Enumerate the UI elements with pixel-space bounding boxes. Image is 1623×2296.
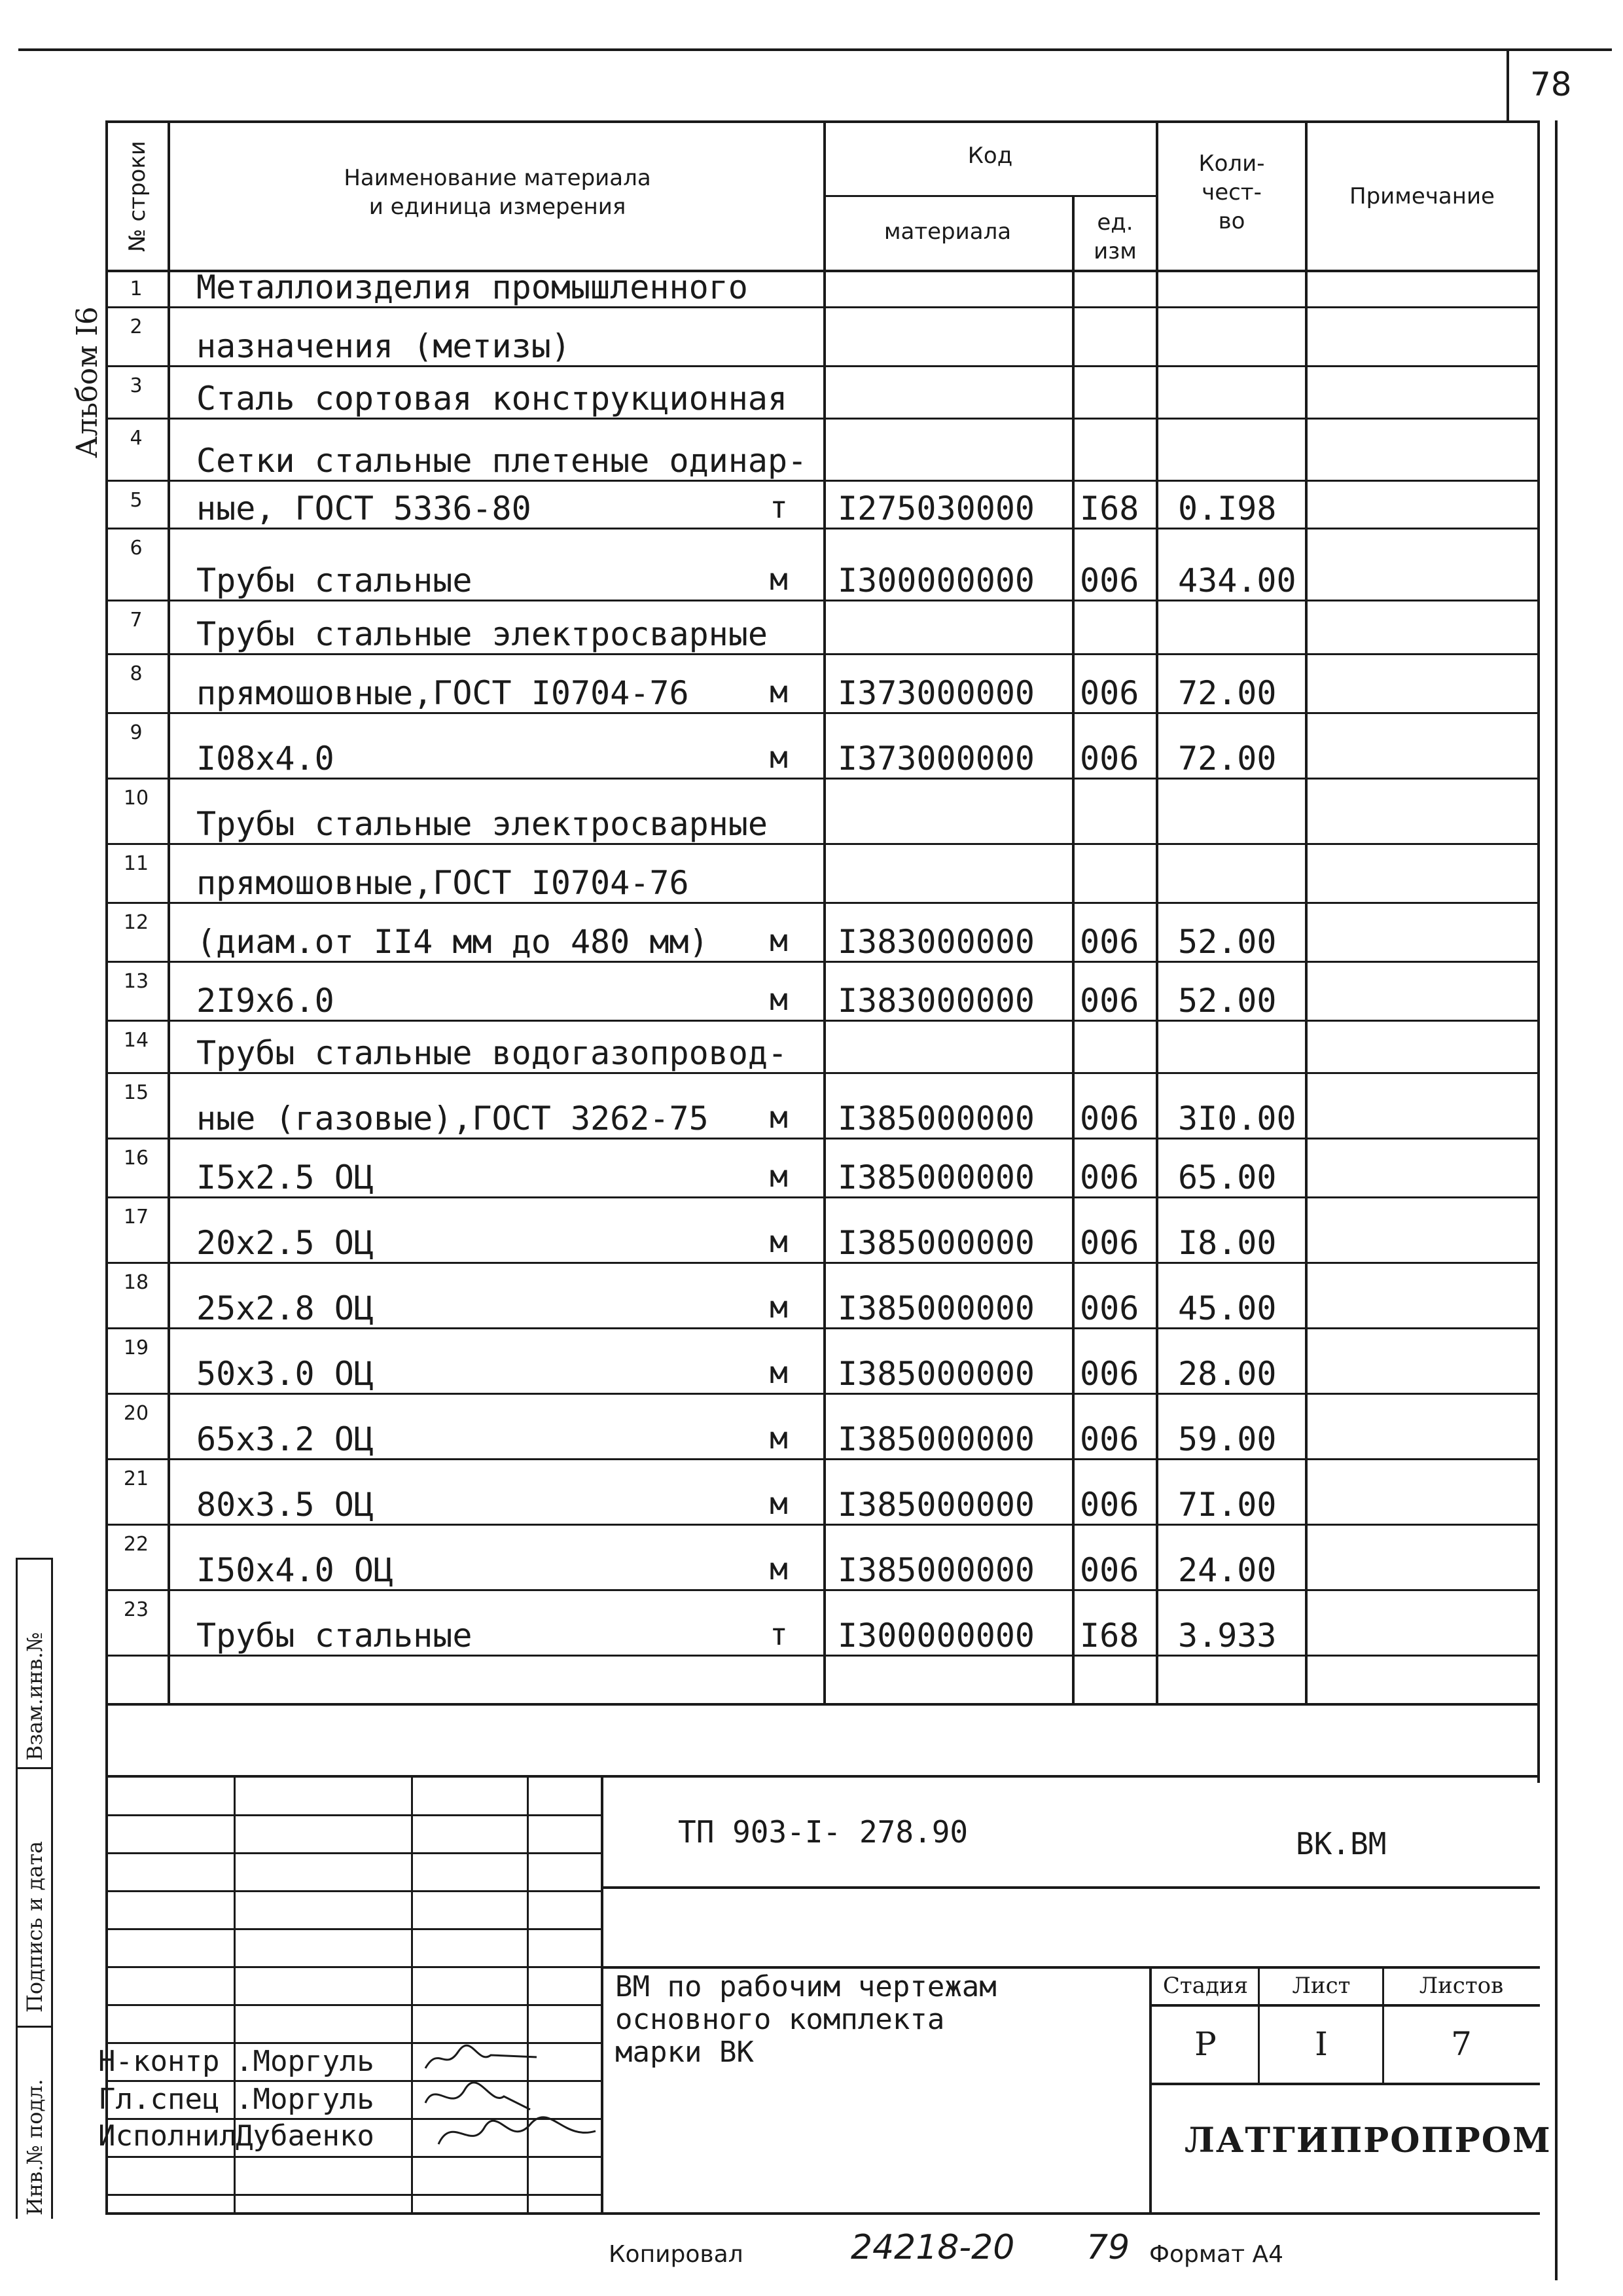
row-number: 10 xyxy=(123,787,149,810)
row-name: 2I9x6.0 xyxy=(196,982,334,1020)
footer-sheet-number: 79 xyxy=(1086,2228,1130,2267)
row-number: 20 xyxy=(123,1402,149,1425)
signature-2 xyxy=(419,2077,543,2116)
table-row xyxy=(0,713,1623,779)
row-unit-code: 006 xyxy=(1080,674,1139,712)
row-name: Сетки стальные плетеные одинар- xyxy=(196,442,808,480)
row-name: прямошовные,ГОСТ I0704-76 xyxy=(196,674,689,712)
row-code: I385000000 xyxy=(838,1355,1035,1393)
row-code: I300000000 xyxy=(838,1617,1035,1655)
row-number: 6 xyxy=(130,537,143,560)
stage-label: Стадия xyxy=(1162,1973,1249,1999)
row-name: 25x2.8 ОЦ xyxy=(196,1289,374,1327)
row-name: прямошовные,ГОСТ I0704-76 xyxy=(196,864,689,902)
row-name: Металлоизделия промышленного xyxy=(196,268,748,306)
table-row xyxy=(0,779,1623,844)
header-code-unit: ед. изм xyxy=(1094,209,1137,265)
footer-format: Формат А4 xyxy=(1149,2241,1284,2268)
row-number: 2 xyxy=(130,315,143,338)
row-quantity: I8.00 xyxy=(1178,1224,1277,1262)
row-number: 5 xyxy=(130,489,143,512)
row-unit-code: I68 xyxy=(1080,490,1139,528)
row-unit-code: 006 xyxy=(1080,1486,1139,1524)
rows-bottom-rule xyxy=(105,1703,1540,1706)
row-quantity: 434.00 xyxy=(1178,562,1296,600)
row-unit-code: 006 xyxy=(1080,982,1139,1020)
row-name: назначения (метизы) xyxy=(196,327,571,365)
signature-1 xyxy=(419,2039,543,2078)
footer-copy-number: 24218-20 xyxy=(851,2228,1015,2267)
signer-name-1: .Моргуль xyxy=(236,2045,374,2078)
row-name: ные, ГОСТ 5336-80 xyxy=(196,490,531,528)
table-row xyxy=(0,655,1623,713)
table-row xyxy=(0,962,1623,1021)
sheets-label: Листов xyxy=(1419,1973,1504,1999)
row-code: I385000000 xyxy=(838,1486,1035,1524)
row-code: I385000000 xyxy=(838,1289,1035,1327)
row-unit: м xyxy=(770,1420,788,1456)
side-stamp-podpis-data: Подпись и дата xyxy=(22,1840,47,2013)
table-row xyxy=(0,419,1623,481)
signer-name-3: Дубаенко xyxy=(236,2119,374,2153)
table-row xyxy=(0,601,1623,655)
row-name: I50x4.0 ОЦ xyxy=(196,1551,394,1589)
row-unit: м xyxy=(770,1158,788,1194)
row-unit: т xyxy=(770,490,788,525)
row-unit: м xyxy=(770,562,788,597)
row-code: I385000000 xyxy=(838,1224,1035,1262)
row-unit-code: 006 xyxy=(1080,1289,1139,1327)
sheet-value: I xyxy=(1315,2025,1328,2063)
row-code: I385000000 xyxy=(838,1420,1035,1458)
row-name: 20x2.5 ОЦ xyxy=(196,1224,374,1262)
row-number: 11 xyxy=(123,852,149,875)
row-unit: м xyxy=(770,1224,788,1259)
row-number: 4 xyxy=(130,427,143,450)
row-name: 80x3.5 ОЦ xyxy=(196,1486,374,1524)
doc-code: ТП 903-I- 278.90 xyxy=(678,1814,969,1850)
row-unit-code: 006 xyxy=(1080,562,1139,600)
row-quantity: 28.00 xyxy=(1178,1355,1277,1393)
row-name: Трубы стальные электросварные xyxy=(196,805,768,843)
album-label: Альбом I6 xyxy=(71,306,104,458)
header-name: Наименование материала и единица измерения xyxy=(344,165,651,221)
header-row-no: № строки xyxy=(124,141,151,252)
signer-name-2: .Моргуль xyxy=(236,2083,374,2116)
row-name: 50x3.0 ОЦ xyxy=(196,1355,374,1393)
side-stamp-inv-podl: Инв.№ подл. xyxy=(22,2079,47,2215)
row-number: 7 xyxy=(130,609,143,632)
row-quantity: 72.00 xyxy=(1178,674,1277,712)
row-name: Сталь сортовая конструкционная xyxy=(196,380,788,418)
table-row xyxy=(0,1590,1623,1656)
row-code: I385000000 xyxy=(838,1100,1035,1138)
organization-name: ЛАТГИПРОПРОМ xyxy=(1185,2121,1552,2161)
row-number: 8 xyxy=(130,662,143,685)
row-number: 9 xyxy=(130,721,143,744)
row-quantity: 45.00 xyxy=(1178,1289,1277,1327)
row-number: 23 xyxy=(123,1598,149,1621)
doc-title-line-2: основного комплекта xyxy=(615,2003,945,2036)
signer-role-1: Н-контр xyxy=(98,2045,220,2078)
row-divider xyxy=(105,1655,1539,1657)
row-quantity: 52.00 xyxy=(1178,982,1277,1020)
doc-title-line-1: ВМ по рабочим чертежам xyxy=(615,1970,997,2003)
row-unit-code: 006 xyxy=(1080,1158,1139,1196)
row-number: 18 xyxy=(123,1271,149,1294)
row-unit: м xyxy=(770,923,788,958)
row-unit: м xyxy=(770,740,788,775)
table-row xyxy=(0,367,1623,419)
row-number: 21 xyxy=(123,1467,149,1490)
footer-copied-label: Копировал xyxy=(609,2241,743,2268)
side-stamp-vzam-inv: Взам.инв.№ xyxy=(22,1632,47,1761)
row-code: I383000000 xyxy=(838,923,1035,961)
signer-role-2: Гл.спец xyxy=(98,2083,220,2116)
signature-3 xyxy=(432,2111,602,2157)
row-code: I275030000 xyxy=(838,490,1035,528)
row-number: 22 xyxy=(123,1533,149,1556)
row-unit: т xyxy=(770,1617,788,1652)
row-unit-code: 006 xyxy=(1080,740,1139,778)
row-code: I373000000 xyxy=(838,740,1035,778)
table-row xyxy=(0,481,1623,529)
table-row xyxy=(0,844,1623,903)
row-quantity: 0.I98 xyxy=(1178,490,1277,528)
row-unit-code: 006 xyxy=(1080,923,1139,961)
table-row xyxy=(0,1263,1623,1329)
row-name: Трубы стальные xyxy=(196,1617,473,1655)
row-quantity: 24.00 xyxy=(1178,1551,1277,1589)
row-number: 16 xyxy=(123,1147,149,1170)
row-name: Трубы стальные электросварные xyxy=(196,615,768,653)
row-unit: м xyxy=(770,674,788,709)
row-unit-code: I68 xyxy=(1080,1617,1139,1655)
table-row xyxy=(0,1460,1623,1525)
row-number: 17 xyxy=(123,1206,149,1229)
table-row xyxy=(0,1139,1623,1198)
sheet-label: Лист xyxy=(1292,1973,1351,1999)
row-unit-code: 006 xyxy=(1080,1100,1139,1138)
table-row xyxy=(0,308,1623,367)
header-quantity: Коли- чест- во xyxy=(1198,151,1265,235)
row-quantity: 3I0.00 xyxy=(1178,1100,1296,1138)
header-code: Код xyxy=(967,143,1013,169)
sheets-value: 7 xyxy=(1451,2025,1472,2063)
title-block-top-rule xyxy=(105,1775,1540,1778)
row-unit: м xyxy=(770,1355,788,1390)
row-quantity: 59.00 xyxy=(1178,1420,1277,1458)
row-unit: м xyxy=(770,982,788,1017)
row-name: Трубы стальные водогазопровод- xyxy=(196,1034,788,1072)
row-quantity: 65.00 xyxy=(1178,1158,1277,1196)
row-number: 3 xyxy=(130,374,143,397)
row-unit: м xyxy=(770,1100,788,1135)
row-name: Трубы стальные xyxy=(196,562,473,600)
table-row xyxy=(0,1329,1623,1394)
row-unit-code: 006 xyxy=(1080,1420,1139,1458)
doc-title-line-3: марки ВК xyxy=(615,2036,754,2069)
table-row xyxy=(0,529,1623,601)
row-number: 13 xyxy=(123,970,149,993)
doc-mark: ВК.ВМ xyxy=(1296,1826,1387,1861)
row-unit: м xyxy=(770,1486,788,1521)
table-row xyxy=(0,1394,1623,1460)
row-unit-code: 006 xyxy=(1080,1224,1139,1262)
table-row xyxy=(0,903,1623,962)
row-unit-code: 006 xyxy=(1080,1355,1139,1393)
row-unit-code: 006 xyxy=(1080,1551,1139,1589)
row-quantity: 52.00 xyxy=(1178,923,1277,961)
stage-value: Р xyxy=(1194,2025,1217,2063)
header-code-material: материала xyxy=(883,219,1012,245)
table-row xyxy=(0,1198,1623,1263)
table-row xyxy=(0,1525,1623,1590)
row-number: 14 xyxy=(123,1029,149,1052)
row-name: 65x3.2 ОЦ xyxy=(196,1420,374,1458)
page-number: 78 xyxy=(1530,65,1572,103)
top-rule xyxy=(18,48,1612,51)
row-code: I373000000 xyxy=(838,674,1035,712)
row-code: I383000000 xyxy=(838,982,1035,1020)
row-quantity: 3.933 xyxy=(1178,1617,1277,1655)
table-row xyxy=(0,270,1623,308)
table-row xyxy=(0,1021,1623,1073)
table-row xyxy=(0,1073,1623,1139)
row-quantity: 72.00 xyxy=(1178,740,1277,778)
row-code: I300000000 xyxy=(838,562,1035,600)
row-name: I08x4.0 xyxy=(196,740,334,778)
page-number-box-left xyxy=(1507,48,1509,120)
row-name: I5x2.5 ОЦ xyxy=(196,1158,374,1196)
row-number: 19 xyxy=(123,1336,149,1359)
row-unit: м xyxy=(770,1551,788,1587)
row-code: I385000000 xyxy=(838,1158,1035,1196)
row-name: ные (газовые),ГОСТ 3262-75 xyxy=(196,1100,709,1138)
signer-role-3: Исполнил xyxy=(98,2119,237,2153)
row-quantity: 7I.00 xyxy=(1178,1486,1277,1524)
row-number: 1 xyxy=(130,278,143,300)
row-number: 15 xyxy=(123,1081,149,1104)
row-name: (диам.от II4 мм до 480 мм) xyxy=(196,923,709,961)
row-unit: м xyxy=(770,1289,788,1325)
row-number: 12 xyxy=(123,911,149,934)
header-note: Примечание xyxy=(1349,183,1495,209)
row-code: I385000000 xyxy=(838,1551,1035,1589)
